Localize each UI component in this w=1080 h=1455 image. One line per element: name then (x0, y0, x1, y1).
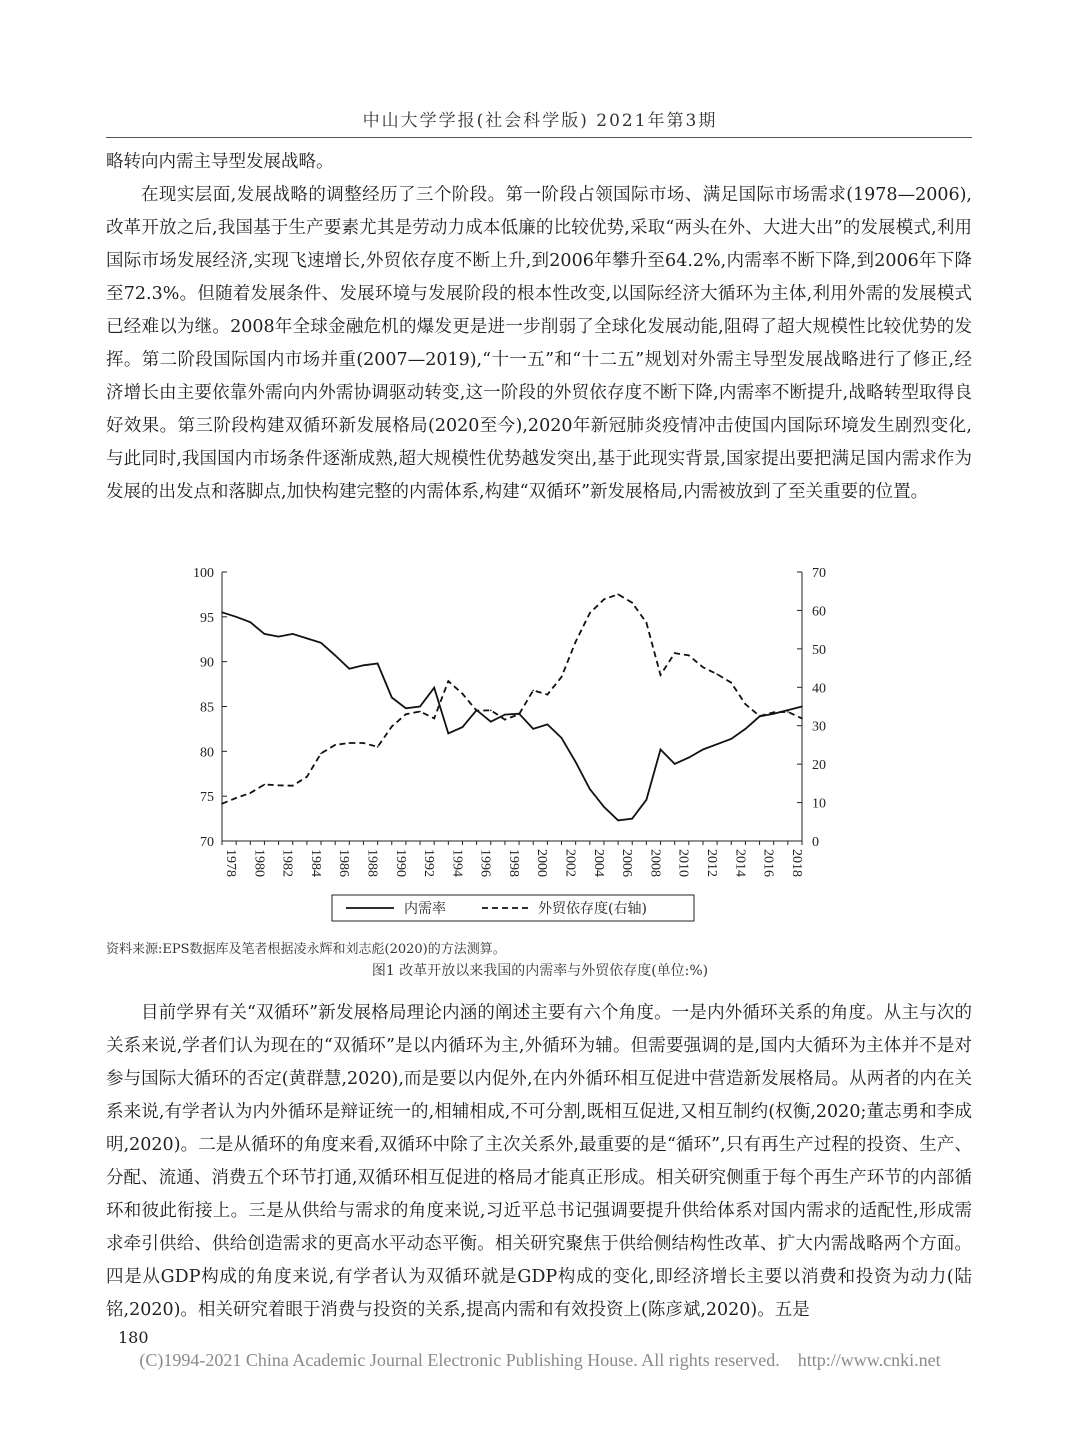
point-domestic-demand (235, 616, 237, 618)
paragraph-development-stages: 在现实层面,发展战略的调整经历了三个阶段。第一阶段占领国际市场、满足国际市场需求(1978—2006),改革开放之后,我国基于生产要素尤其是劳动力成本低廉的比较优势,采取“两头在外、大进大出”的发展模式,利用国际市场发展经济,实现飞速增长,外贸依存度不断上升,到2006年攀升至64.2%,内需率不断下降,到2006年下降至72.3%。但随着发展条件、发展环境与发展阶段的根本性改变,以国际经济大循环为主体,利用外需的发展模式已经难以为继。2008年全球金融危机的爆发更是进一步削弱了全球化发展动能,阻碍了超大规模性比较优势的发挥。第二阶段国际国内市场并重(2007—2019),“十一五”和“十二五”规划对外需主导型发展战略进行了修正,经济增长由主要依靠外需向内外需协调驱动转变,这一阶段的外贸依存度不断下降,内需率不断提升,战略转型取得良好效果。第三阶段构建双循环新发展格局(2020至今),2020年新冠肺炎疫情冲击使国内国际环境发生剧烈变化,与此同时,我国国内市场条件逐渐成熟,超大规模性优势越发突出,基于此现实背景,国家提出要把满足国内需求作为发展的出发点和落脚点,加快构建完整的内需体系,构建“双循环”新发展格局,内需被放到了至关重要的位置。 (106, 185, 972, 502)
x-tick-label: 2000 (534, 849, 550, 877)
x-tick-label: 1994 (449, 849, 465, 877)
y-right-tick-label: 40 (812, 681, 826, 697)
x-tick-label: 1978 (223, 849, 238, 877)
y-left-tick-label: 90 (200, 655, 214, 671)
point-trade-dependence (745, 703, 747, 705)
point-trade-dependence (433, 718, 435, 720)
point-trade-dependence (405, 713, 407, 715)
y-left-tick-label: 95 (200, 610, 214, 626)
line-chart (160, 558, 880, 928)
x-tick-label: 2016 (760, 849, 776, 877)
y-right-tick-label: 30 (812, 719, 826, 735)
point-trade-dependence (561, 676, 563, 678)
paragraph-continuation: 略转向内需主导型发展战略。 (106, 152, 334, 172)
point-domestic-demand (334, 655, 336, 657)
x-tick-label: 2012 (703, 849, 719, 877)
y-left-tick-label: 85 (200, 700, 214, 716)
x-tick-label: 1996 (477, 849, 493, 877)
point-trade-dependence (631, 602, 633, 604)
point-trade-dependence (235, 797, 237, 799)
point-trade-dependence (250, 792, 252, 794)
figure-caption: 图1 改革开放以来我国的内需率与外贸依存度(单位:%) (371, 963, 709, 979)
point-trade-dependence (603, 599, 605, 601)
point-domestic-demand (745, 728, 747, 730)
x-tick-label: 2018 (788, 849, 804, 877)
point-trade-dependence (278, 785, 280, 787)
y-right-tick-label: 70 (812, 566, 826, 581)
point-domestic-demand (660, 749, 662, 751)
point-domestic-demand (490, 721, 492, 723)
point-domestic-demand (532, 728, 534, 730)
paragraph-dual-circulation: 目前学界有关“双循环”新发展格局理论内涵的阐述主要有六个角度。一是内外循环关系的角度。从主与次的关系来说,学者们认为现在的“双循环”是以内循环为主,外循环为辅。但需要强调的是,国内大循环为主体并不是对参与国际大循环的否定(黄群慧,2020),而是要以内促外,在内外循环相互促进中营造新发展格局。从两者的内在关系来说,有学者认为内外循环是辩证统一的,相辅相成,不可分割,既相互促进,又相互制约(权衡,2020;董志勇和李成明,2020)。二是从循环的角度来看,双循环中除了主次关系外,最重要的是“循环”,只有再生产过程的投资、生产、分配、流通、消费五个环节打通,双循环相互促进的格局才能真正形成。相关研究侧重于每个再生产环节的内部循环和彼此衔接上。三是从供给与需求的角度来说,习近平总书记强调要提升供给体系对国内需求的适配性,形成需求牵引供给、供给创造需求的更高水平动态平衡。相关研究聚焦于供给侧结构性改革、扩大内需战略两个方面。四是从GDP构成的角度来说,有学者认为双循环就是GDP构成的变化,即经济增长主要以消费和投资为动力(陆铭,2020)。相关研究着眼于消费与投资的关系,提高内需和有效投资上(陈彦斌,2020)。五是 (106, 1003, 972, 1320)
point-trade-dependence (391, 726, 393, 728)
point-domestic-demand (278, 636, 280, 638)
x-tick-label: 2010 (675, 849, 691, 877)
point-domestic-demand (603, 806, 605, 808)
point-trade-dependence (547, 694, 549, 696)
point-trade-dependence (716, 673, 718, 675)
x-tick-label: 2014 (732, 849, 748, 877)
point-trade-dependence (731, 682, 733, 684)
point-trade-dependence (532, 690, 534, 692)
point-trade-dependence (221, 803, 223, 805)
point-trade-dependence (702, 667, 704, 669)
point-trade-dependence (660, 674, 662, 676)
point-trade-dependence (617, 594, 619, 596)
point-domestic-demand (250, 621, 252, 623)
point-domestic-demand (377, 663, 379, 665)
point-domestic-demand (405, 708, 407, 710)
point-domestic-demand (292, 633, 294, 635)
point-domestic-demand (561, 737, 563, 739)
point-trade-dependence (490, 710, 492, 712)
x-tick-label: 1986 (336, 849, 352, 877)
point-domestic-demand (787, 709, 789, 711)
x-tick-label: 1982 (279, 849, 295, 877)
point-domestic-demand (731, 738, 733, 740)
y-left-tick-label: 100 (193, 566, 214, 581)
y-left-tick-label: 70 (200, 835, 214, 850)
point-trade-dependence (801, 718, 803, 720)
legend-label-trade-dependence: 外贸依存度(右轴) (538, 901, 647, 917)
point-domestic-demand (575, 761, 577, 763)
point-domestic-demand (363, 665, 365, 667)
figure-source-note: 资料来源:EPS数据库及笔者根据凌永辉和刘志彪(2020)的方法测算。 (106, 942, 506, 957)
page-number: 180 (118, 1328, 149, 1347)
x-tick-label: 1984 (307, 849, 323, 877)
point-trade-dependence (363, 742, 365, 744)
point-domestic-demand (264, 633, 266, 635)
copyright-footer: (C)1994-2021 China Academic Journal Electronic Publishing House. All rights reserved. http://www.cnki.net (139, 1350, 941, 1370)
point-trade-dependence (518, 713, 520, 715)
point-trade-dependence (334, 744, 336, 746)
point-trade-dependence (646, 622, 648, 624)
point-domestic-demand (674, 763, 676, 765)
header-rule (106, 137, 972, 138)
point-domestic-demand (462, 726, 464, 728)
point-trade-dependence (462, 693, 464, 695)
point-domestic-demand (801, 706, 803, 708)
point-trade-dependence (759, 715, 761, 717)
point-domestic-demand (433, 687, 435, 689)
point-domestic-demand (617, 820, 619, 822)
y-right-tick-label: 60 (812, 604, 826, 620)
point-domestic-demand (631, 818, 633, 820)
point-domestic-demand (391, 697, 393, 699)
point-domestic-demand (547, 724, 549, 726)
point-domestic-demand (716, 743, 718, 745)
point-trade-dependence (589, 612, 591, 614)
point-domestic-demand (688, 757, 690, 759)
point-domestic-demand (589, 788, 591, 790)
point-trade-dependence (306, 776, 308, 778)
point-trade-dependence (773, 712, 775, 714)
y-left-tick-label: 75 (200, 790, 214, 806)
point-trade-dependence (320, 753, 322, 755)
point-domestic-demand (448, 733, 450, 735)
point-trade-dependence (688, 655, 690, 657)
point-domestic-demand (320, 642, 322, 644)
y-right-tick-label: 50 (812, 642, 826, 658)
point-trade-dependence (476, 710, 478, 712)
point-trade-dependence (674, 652, 676, 654)
x-tick-label: 1980 (251, 849, 267, 877)
point-domestic-demand (306, 638, 308, 640)
x-tick-label: 1998 (505, 849, 521, 877)
y-right-tick-label: 20 (812, 758, 826, 774)
point-trade-dependence (419, 711, 421, 713)
y-right-tick-label: 10 (812, 796, 826, 812)
point-trade-dependence (448, 680, 450, 682)
point-domestic-demand (221, 612, 223, 614)
point-trade-dependence (575, 641, 577, 643)
x-tick-label: 2002 (562, 849, 578, 877)
x-tick-label: 1990 (392, 849, 408, 877)
x-tick-label: 1992 (421, 849, 437, 877)
legend-label-domestic-demand: 内需率 (404, 901, 446, 917)
y-right-tick-label: 0 (812, 835, 819, 850)
x-tick-label: 2006 (619, 849, 635, 877)
body-text-top (106, 146, 972, 509)
point-domestic-demand (702, 749, 704, 751)
x-tick-label: 1988 (364, 849, 380, 877)
point-trade-dependence (349, 742, 351, 744)
point-domestic-demand (646, 799, 648, 801)
x-tick-label: 2008 (647, 849, 663, 877)
running-head: 中山大学学报(社会科学版) 2021年第3期 (362, 111, 718, 131)
point-trade-dependence (377, 746, 379, 748)
x-tick-label: 2004 (590, 849, 606, 877)
y-left-tick-label: 80 (200, 745, 214, 761)
series-line-trade-dependence (222, 594, 802, 803)
point-trade-dependence (292, 785, 294, 787)
point-trade-dependence (504, 719, 506, 721)
point-domestic-demand (349, 668, 351, 670)
point-domestic-demand (504, 714, 506, 716)
point-trade-dependence (787, 711, 789, 713)
point-domestic-demand (419, 706, 421, 708)
figure-1-chart (160, 558, 880, 928)
point-trade-dependence (264, 784, 266, 786)
body-text-bottom (106, 997, 972, 1327)
